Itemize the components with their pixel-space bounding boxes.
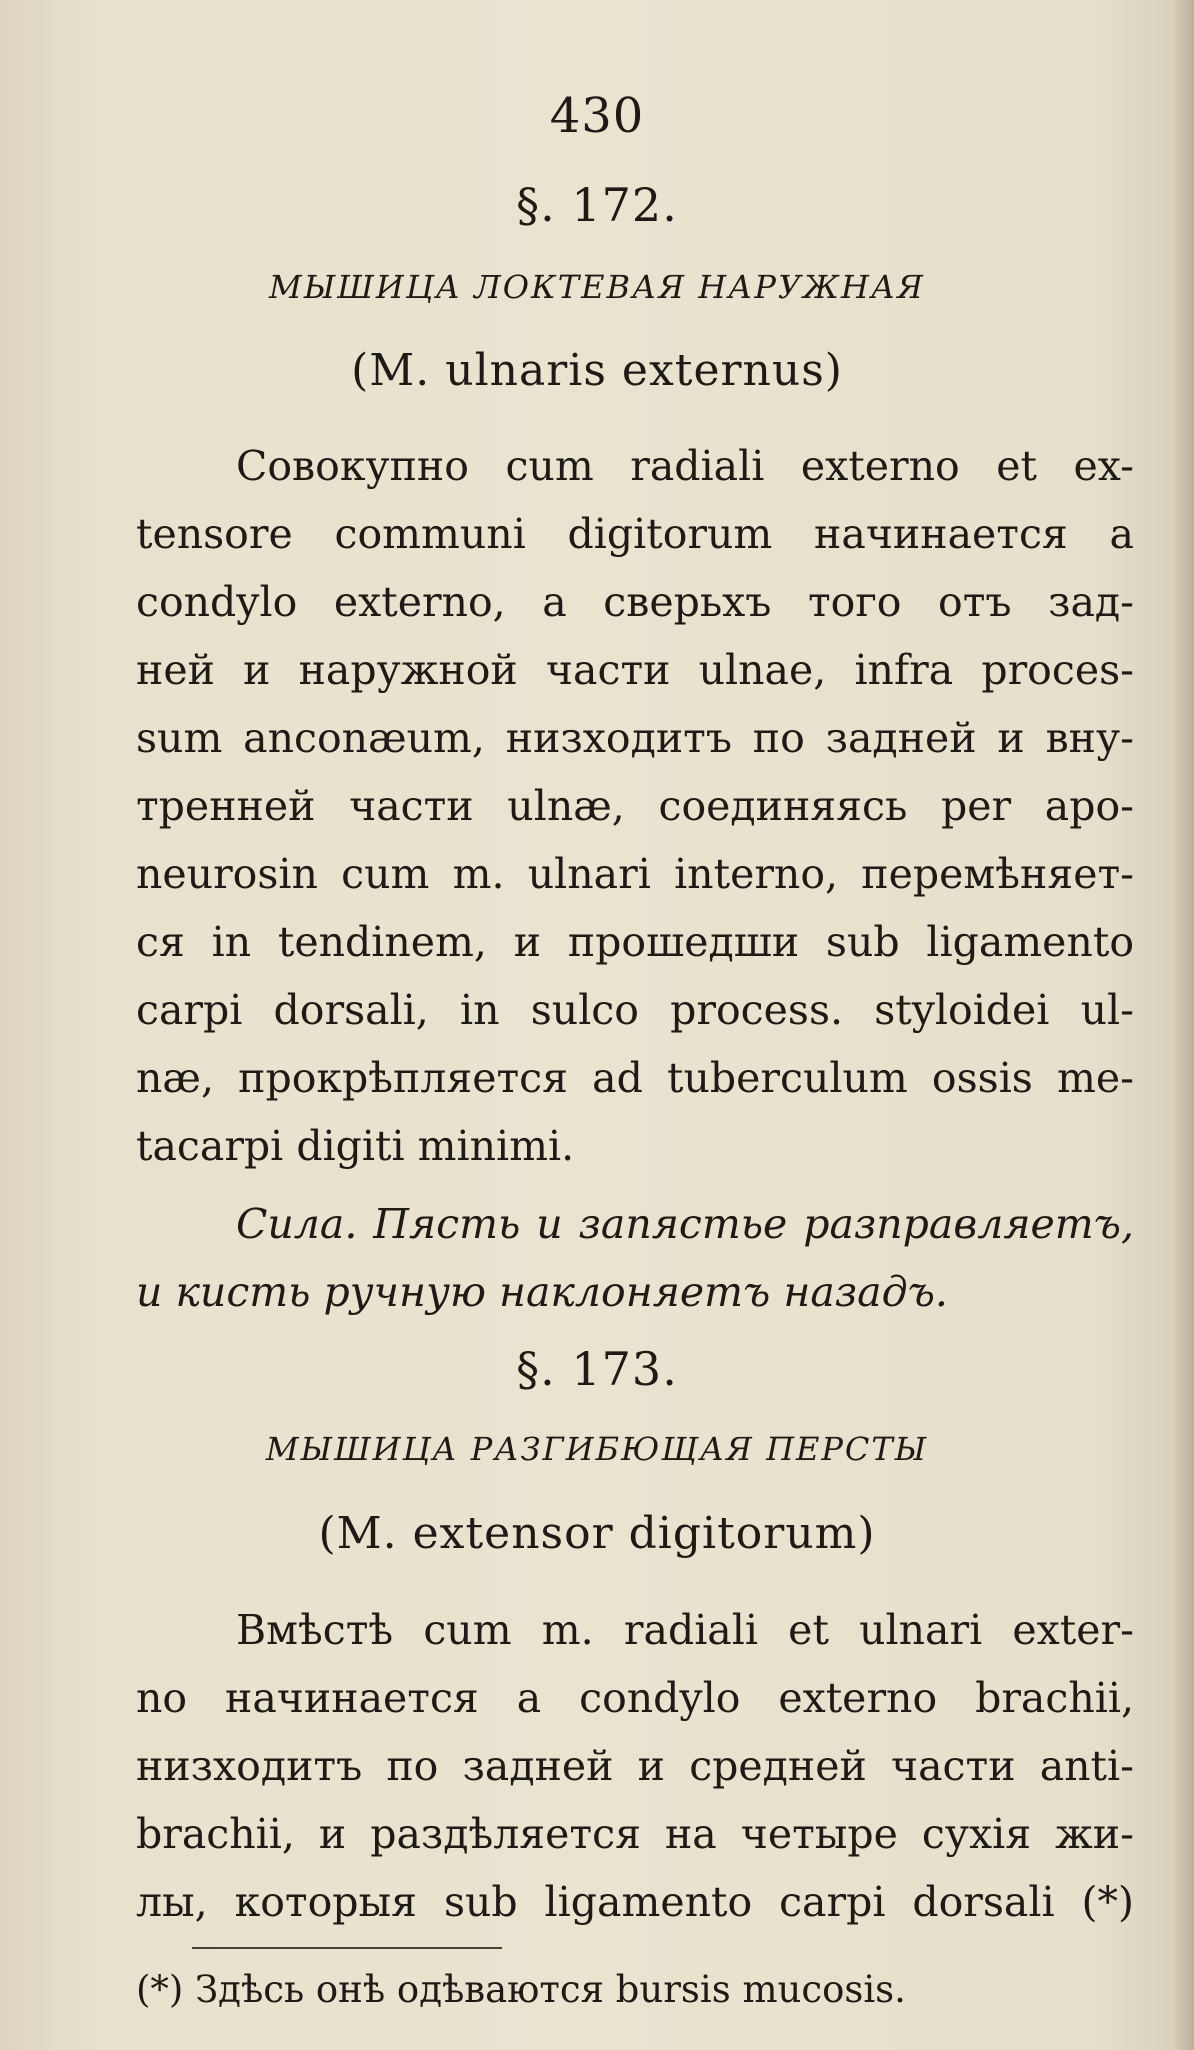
paragraph-line: condylo externo, а сверьхъ того отъ зад-	[136, 578, 1134, 626]
latin-title-172: (M. ulnaris externus)	[351, 345, 843, 396]
page-edge-shadow	[1172, 0, 1194, 2050]
section-heading-172: МЫШИЦА ЛОКТЕВАЯ НАРУЖНАЯ	[269, 268, 925, 306]
paragraph-line: sum anconæum, низходитъ по задней и вну-	[136, 714, 1134, 762]
paragraph-line: тренней части ulnæ, соединяясь per apo-	[136, 782, 1134, 830]
paragraph-line: низходитъ по задней и средней части anti-	[136, 1742, 1134, 1790]
paragraph-line: næ, прокрѣпляется ad tuberculum ossis me-	[136, 1054, 1134, 1102]
footnote-divider	[192, 1947, 502, 1949]
paragraph-line: tensore communi digitorum начинается a	[136, 510, 1134, 558]
paragraph-line: neurosin cum m. ulnari interno, перемѣняет-	[136, 850, 1134, 898]
page-number: 430	[549, 88, 645, 144]
paragraph-line: ней и наружной части ulnae, infra proces-	[136, 646, 1134, 694]
paragraph-line-force: и кисть ручную наклоняетъ назадъ.	[136, 1268, 948, 1316]
paragraph-line: лы, которыя sub ligamento carpi dorsali (*)	[136, 1878, 1134, 1926]
paragraph-line: brachii, и раздѣляется на четыре сухія жи-	[136, 1810, 1134, 1858]
section-mark-173: §. 173.	[516, 1342, 678, 1396]
paragraph-line: carpi dorsali, in sulco process. styloidei ul-	[136, 986, 1134, 1034]
latin-title-173: (M. extensor digitorum)	[318, 1508, 876, 1559]
paragraph-line-force: Сила. Пясть и запястье разправляетъ,	[236, 1200, 1134, 1248]
paragraph-line: no начинается a condylo externo brachii,	[136, 1674, 1134, 1722]
paragraph-line: tacarpi digiti minimi.	[136, 1122, 575, 1170]
section-mark-172: §. 172.	[516, 178, 678, 232]
footnote: (*) Здѣсь онѣ одѣваются bursis mucosis.	[136, 1968, 906, 2011]
section-heading-173: МЫШИЦА РАЗГИБЮЩАЯ ПЕРСТЫ	[265, 1430, 929, 1468]
paragraph-line: Совокупно cum radiali externo et ex-	[236, 442, 1134, 490]
paragraph-line: ся in tendinem, и прошедши sub ligamento	[136, 918, 1134, 966]
paragraph-line: Вмѣстѣ cum m. radiali et ulnari exter-	[236, 1606, 1134, 1654]
